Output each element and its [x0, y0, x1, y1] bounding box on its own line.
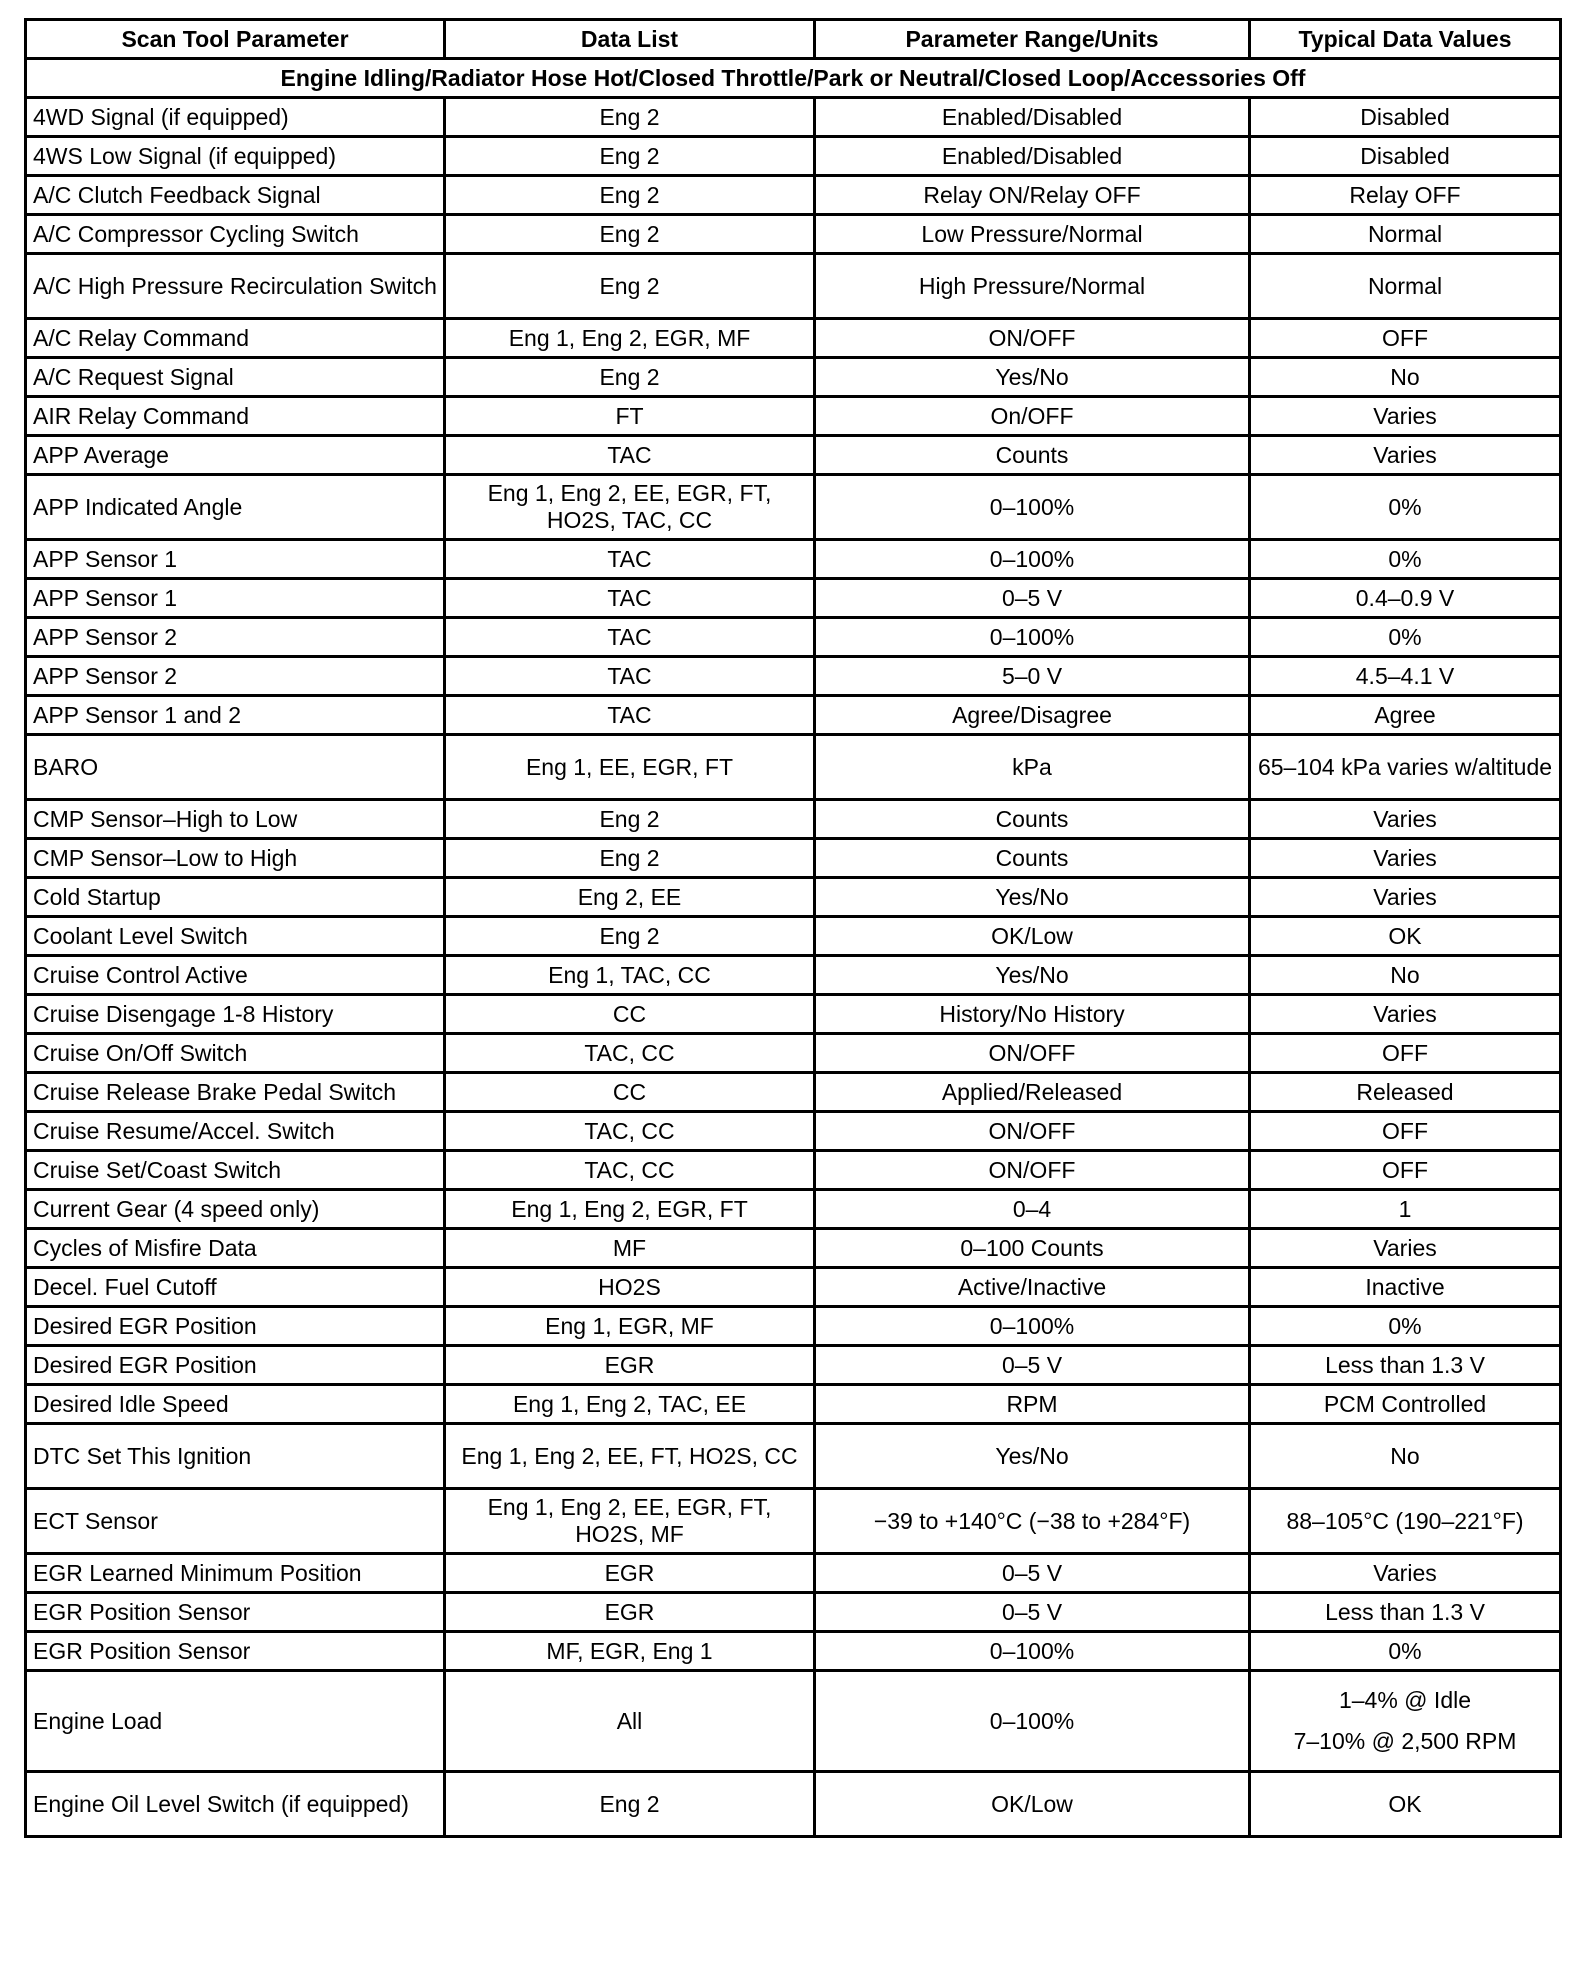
table-row — [26, 579, 1561, 618]
cell-typical-value: Disabled — [1250, 98, 1561, 137]
cell-data-list: Eng 2 — [445, 98, 815, 137]
table-row — [26, 995, 1561, 1034]
cell-typical-value: 4.5–4.1 V — [1250, 657, 1561, 696]
cell-typical-value — [1250, 1671, 1561, 1772]
cell-typical-value: OK — [1250, 1772, 1561, 1837]
cell-parameter: 4WS Low Signal (if equipped) — [26, 137, 445, 176]
cell-data-list: Eng 1, Eng 2, EE, EGR, FT, HO2S, MF — [445, 1489, 815, 1554]
cell-range-units: On/OFF — [815, 397, 1250, 436]
cell-typical-value: OFF — [1250, 319, 1561, 358]
cell-parameter: Decel. Fuel Cutoff — [26, 1268, 445, 1307]
engine-load-rpm-value: 7–10% @ 2,500 RPM — [1293, 1728, 1517, 1754]
table-row — [26, 1346, 1561, 1385]
cell-parameter: Coolant Level Switch — [26, 917, 445, 956]
cell-data-list: TAC — [445, 540, 815, 579]
table-row — [26, 1229, 1561, 1268]
cell-typical-value: Normal — [1250, 215, 1561, 254]
cell-range-units: OK/Low — [815, 1772, 1250, 1837]
cell-range-units: Relay ON/Relay OFF — [815, 176, 1250, 215]
cell-range-units: 0–5 V — [815, 1346, 1250, 1385]
cell-parameter: APP Sensor 1 — [26, 540, 445, 579]
cell-range-units: High Pressure/Normal — [815, 254, 1250, 319]
table-row — [26, 800, 1561, 839]
cell-typical-value: Inactive — [1250, 1268, 1561, 1307]
cell-data-list: TAC, CC — [445, 1034, 815, 1073]
cell-typical-value: 0% — [1250, 540, 1561, 579]
cell-range-units: ON/OFF — [815, 1034, 1250, 1073]
cell-parameter: APP Sensor 1 and 2 — [26, 696, 445, 735]
table-row — [26, 1190, 1561, 1229]
cell-parameter: A/C Clutch Feedback Signal — [26, 176, 445, 215]
table-row — [26, 696, 1561, 735]
cell-typical-value: No — [1250, 956, 1561, 995]
cell-parameter: Cruise On/Off Switch — [26, 1034, 445, 1073]
cell-data-list: Eng 1, Eng 2, TAC, EE — [445, 1385, 815, 1424]
cell-range-units: 0–4 — [815, 1190, 1250, 1229]
section-title: Engine Idling/Radiator Hose Hot/Closed Throttle/Park or Neutral/Closed Loop/Accessories Off — [26, 59, 1561, 98]
cell-range-units: 0–100 Counts — [815, 1229, 1250, 1268]
cell-range-units: 0–5 V — [815, 1554, 1250, 1593]
cell-range-units: Yes/No — [815, 1424, 1250, 1489]
cell-parameter: Desired EGR Position — [26, 1307, 445, 1346]
table-row — [26, 1112, 1561, 1151]
header-scan-tool-parameter: Scan Tool Parameter — [26, 20, 445, 59]
table-row — [26, 1307, 1561, 1346]
cell-parameter: Engine Load — [26, 1671, 445, 1772]
cell-typical-value: 0% — [1250, 475, 1561, 540]
cell-parameter: Cold Startup — [26, 878, 445, 917]
cell-typical-value: OK — [1250, 917, 1561, 956]
cell-typical-value: Varies — [1250, 436, 1561, 475]
cell-data-list: MF, EGR, Eng 1 — [445, 1632, 815, 1671]
cell-typical-value: Varies — [1250, 800, 1561, 839]
cell-typical-value: OFF — [1250, 1034, 1561, 1073]
cell-typical-value: Less than 1.3 V — [1250, 1593, 1561, 1632]
table-row — [26, 475, 1561, 540]
cell-typical-value: PCM Controlled — [1250, 1385, 1561, 1424]
cell-parameter: EGR Learned Minimum Position — [26, 1554, 445, 1593]
table-row — [26, 1593, 1561, 1632]
cell-parameter: Desired Idle Speed — [26, 1385, 445, 1424]
table-row — [26, 137, 1561, 176]
table-row — [26, 839, 1561, 878]
cell-parameter: 4WD Signal (if equipped) — [26, 98, 445, 137]
cell-typical-value: 0% — [1250, 618, 1561, 657]
cell-parameter: APP Sensor 2 — [26, 657, 445, 696]
cell-parameter: Current Gear (4 speed only) — [26, 1190, 445, 1229]
table-row — [26, 1632, 1561, 1671]
document-page — [24, 18, 1559, 1838]
cell-parameter: BARO — [26, 735, 445, 800]
cell-typical-value: OFF — [1250, 1151, 1561, 1190]
cell-parameter: AIR Relay Command — [26, 397, 445, 436]
cell-range-units: ON/OFF — [815, 319, 1250, 358]
table-row — [26, 956, 1561, 995]
table-row — [26, 176, 1561, 215]
cell-data-list: Eng 2 — [445, 1772, 815, 1837]
cell-data-list: TAC, CC — [445, 1112, 815, 1151]
cell-parameter: Cruise Resume/Accel. Switch — [26, 1112, 445, 1151]
cell-parameter: Cruise Set/Coast Switch — [26, 1151, 445, 1190]
cell-range-units: Low Pressure/Normal — [815, 215, 1250, 254]
cell-typical-value: 1 — [1250, 1190, 1561, 1229]
cell-range-units: Yes/No — [815, 878, 1250, 917]
cell-data-list: Eng 1, Eng 2, EE, EGR, FT, HO2S, TAC, CC — [445, 475, 815, 540]
table-row — [26, 1554, 1561, 1593]
cell-typical-value: No — [1250, 358, 1561, 397]
cell-data-list: TAC — [445, 436, 815, 475]
cell-parameter: CMP Sensor–High to Low — [26, 800, 445, 839]
cell-parameter: A/C High Pressure Recirculation Switch — [26, 254, 445, 319]
table-row — [26, 1385, 1561, 1424]
cell-data-list: Eng 2, EE — [445, 878, 815, 917]
cell-range-units: Applied/Released — [815, 1073, 1250, 1112]
cell-typical-value: 88–105°C (190–221°F) — [1250, 1489, 1561, 1554]
cell-data-list: TAC, CC — [445, 1151, 815, 1190]
cell-parameter: DTC Set This Ignition — [26, 1424, 445, 1489]
cell-typical-value: Varies — [1250, 1554, 1561, 1593]
cell-data-list: Eng 1, Eng 2, EE, FT, HO2S, CC — [445, 1424, 815, 1489]
cell-typical-value: Less than 1.3 V — [1250, 1346, 1561, 1385]
table-row — [26, 878, 1561, 917]
cell-range-units: Agree/Disagree — [815, 696, 1250, 735]
cell-parameter: APP Indicated Angle — [26, 475, 445, 540]
engine-load-idle-value: 1–4% @ Idle — [1338, 1687, 1472, 1713]
cell-parameter: Cycles of Misfire Data — [26, 1229, 445, 1268]
cell-typical-value: Disabled — [1250, 137, 1561, 176]
cell-data-list: TAC — [445, 657, 815, 696]
cell-parameter: CMP Sensor–Low to High — [26, 839, 445, 878]
table-row — [26, 540, 1561, 579]
cell-data-list: EGR — [445, 1554, 815, 1593]
table-row — [26, 1034, 1561, 1073]
cell-parameter: Cruise Release Brake Pedal Switch — [26, 1073, 445, 1112]
header-parameter-range-units: Parameter Range/Units — [815, 20, 1250, 59]
cell-parameter: A/C Request Signal — [26, 358, 445, 397]
cell-range-units: Yes/No — [815, 956, 1250, 995]
header-data-list: Data List — [445, 20, 815, 59]
cell-range-units: ON/OFF — [815, 1112, 1250, 1151]
cell-parameter: ECT Sensor — [26, 1489, 445, 1554]
table-row — [26, 319, 1561, 358]
cell-typical-value: Relay OFF — [1250, 176, 1561, 215]
cell-data-list: Eng 2 — [445, 800, 815, 839]
table-row — [26, 1424, 1561, 1489]
cell-range-units: −39 to +140°C (−38 to +284°F) — [815, 1489, 1250, 1554]
table-row — [26, 1073, 1561, 1112]
table-row — [26, 917, 1561, 956]
cell-data-list: Eng 2 — [445, 254, 815, 319]
table-row — [26, 735, 1561, 800]
cell-typical-value: Varies — [1250, 397, 1561, 436]
table-row — [26, 1489, 1561, 1554]
cell-parameter: EGR Position Sensor — [26, 1632, 445, 1671]
table-row — [26, 397, 1561, 436]
cell-data-list: Eng 2 — [445, 358, 815, 397]
header-row — [26, 20, 1561, 59]
cell-range-units: Counts — [815, 839, 1250, 878]
cell-parameter: APP Sensor 2 — [26, 618, 445, 657]
cell-parameter: APP Sensor 1 — [26, 579, 445, 618]
cell-data-list: EGR — [445, 1593, 815, 1632]
cell-parameter: Cruise Disengage 1-8 History — [26, 995, 445, 1034]
cell-typical-value: No — [1250, 1424, 1561, 1489]
cell-range-units: 0–100% — [815, 1307, 1250, 1346]
cell-data-list: Eng 2 — [445, 839, 815, 878]
cell-range-units: OK/Low — [815, 917, 1250, 956]
cell-data-list: TAC — [445, 579, 815, 618]
table-row — [26, 215, 1561, 254]
cell-range-units: 0–100% — [815, 540, 1250, 579]
cell-range-units: 0–100% — [815, 475, 1250, 540]
section-row — [26, 59, 1561, 98]
cell-parameter: EGR Position Sensor — [26, 1593, 445, 1632]
cell-typical-value: 0.4–0.9 V — [1250, 579, 1561, 618]
cell-range-units: ON/OFF — [815, 1151, 1250, 1190]
cell-data-list: Eng 1, Eng 2, EGR, MF — [445, 319, 815, 358]
cell-range-units: Enabled/Disabled — [815, 98, 1250, 137]
cell-range-units: kPa — [815, 735, 1250, 800]
cell-parameter: A/C Compressor Cycling Switch — [26, 215, 445, 254]
cell-data-list: TAC — [445, 618, 815, 657]
table-row — [26, 618, 1561, 657]
table-row — [26, 1268, 1561, 1307]
cell-typical-value: Agree — [1250, 696, 1561, 735]
cell-range-units: Counts — [815, 436, 1250, 475]
cell-data-list: HO2S — [445, 1268, 815, 1307]
cell-parameter: Engine Oil Level Switch (if equipped) — [26, 1772, 445, 1837]
cell-data-list: FT — [445, 397, 815, 436]
header-typical-data-values: Typical Data Values — [1250, 20, 1561, 59]
cell-range-units: 0–5 V — [815, 1593, 1250, 1632]
cell-data-list: TAC — [445, 696, 815, 735]
table-row — [26, 98, 1561, 137]
table-row — [26, 657, 1561, 696]
cell-data-list: Eng 2 — [445, 176, 815, 215]
cell-data-list: MF — [445, 1229, 815, 1268]
cell-typical-value: Normal — [1250, 254, 1561, 319]
cell-data-list: CC — [445, 995, 815, 1034]
cell-typical-value: 0% — [1250, 1632, 1561, 1671]
cell-data-list: Eng 1, EGR, MF — [445, 1307, 815, 1346]
table-row — [26, 1671, 1561, 1772]
cell-range-units: 0–100% — [815, 618, 1250, 657]
cell-parameter: Cruise Control Active — [26, 956, 445, 995]
cell-data-list: CC — [445, 1073, 815, 1112]
cell-typical-value: Varies — [1250, 878, 1561, 917]
cell-parameter: APP Average — [26, 436, 445, 475]
cell-typical-value: Varies — [1250, 1229, 1561, 1268]
table-row — [26, 254, 1561, 319]
cell-range-units: Enabled/Disabled — [815, 137, 1250, 176]
cell-range-units: 0–5 V — [815, 579, 1250, 618]
cell-typical-value: Varies — [1250, 839, 1561, 878]
cell-parameter: A/C Relay Command — [26, 319, 445, 358]
cell-typical-value: 0% — [1250, 1307, 1561, 1346]
cell-parameter: Desired EGR Position — [26, 1346, 445, 1385]
cell-range-units: RPM — [815, 1385, 1250, 1424]
table-row — [26, 1151, 1561, 1190]
cell-range-units: History/No History — [815, 995, 1250, 1034]
cell-typical-value: Released — [1250, 1073, 1561, 1112]
cell-range-units: Active/Inactive — [815, 1268, 1250, 1307]
table-row — [26, 1772, 1561, 1837]
cell-range-units: 5–0 V — [815, 657, 1250, 696]
cell-typical-value: Varies — [1250, 995, 1561, 1034]
cell-data-list: EGR — [445, 1346, 815, 1385]
table-row — [26, 358, 1561, 397]
cell-data-list: Eng 1, TAC, CC — [445, 956, 815, 995]
cell-data-list: Eng 2 — [445, 917, 815, 956]
cell-range-units: Yes/No — [815, 358, 1250, 397]
cell-range-units: Counts — [815, 800, 1250, 839]
cell-data-list: All — [445, 1671, 815, 1772]
cell-typical-value: OFF — [1250, 1112, 1561, 1151]
cell-data-list: Eng 1, Eng 2, EGR, FT — [445, 1190, 815, 1229]
table-row — [26, 436, 1561, 475]
cell-range-units: 0–100% — [815, 1671, 1250, 1772]
cell-data-list: Eng 1, EE, EGR, FT — [445, 735, 815, 800]
cell-data-list: Eng 2 — [445, 215, 815, 254]
scan-tool-data-table — [24, 18, 1562, 1838]
cell-range-units: 0–100% — [815, 1632, 1250, 1671]
cell-data-list: Eng 2 — [445, 137, 815, 176]
cell-typical-value: 65–104 kPa varies w/altitude — [1250, 735, 1561, 800]
